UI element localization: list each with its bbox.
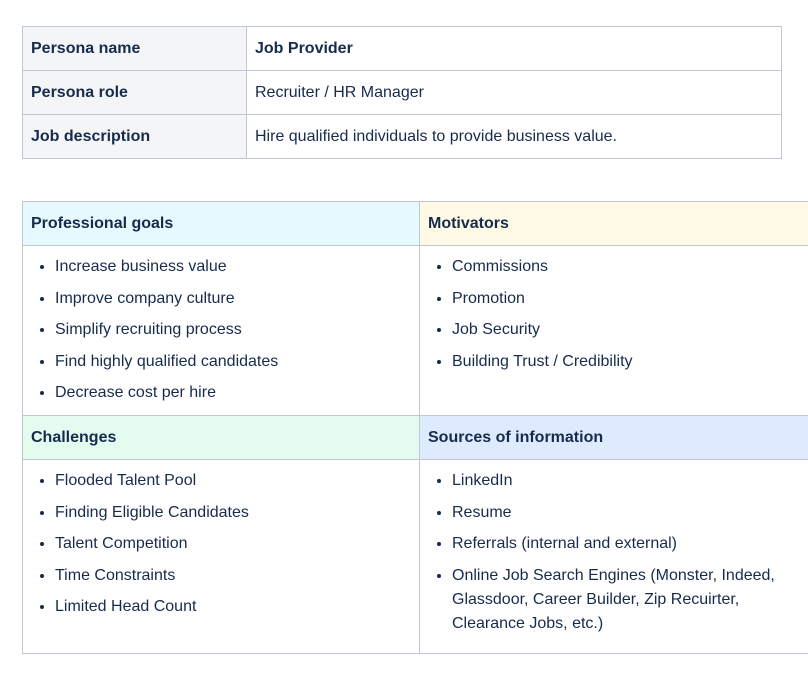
professional-goals-header: Professional goals	[23, 202, 420, 246]
persona-role-row	[23, 71, 782, 115]
list-item: • Resume	[452, 501, 808, 525]
list-item: • Promotion	[452, 287, 808, 311]
challenges-list	[23, 460, 419, 629]
list-item: • Increase business value	[55, 255, 411, 279]
list-item: • Find highly qualified candidates	[55, 350, 411, 374]
sources-list	[420, 460, 808, 653]
list-item: • Job Security	[452, 318, 808, 342]
list-item: • Decrease cost per hire	[55, 381, 411, 405]
list-item: • Commissions	[452, 255, 808, 279]
header-row-bottom	[23, 416, 808, 460]
list-item: • Online Job Search Engines (Monster, Indeed, Glassdoor, Career Builder, Zip Recuirter, Clearance Jobs, etc.)	[452, 564, 808, 636]
professional-goals-list	[23, 246, 419, 415]
sources-header: Sources of information	[420, 416, 808, 460]
job-description-value: Hire qualified individuals to provide business value.	[247, 115, 782, 159]
list-item: • Finding Eligible Candidates	[55, 501, 411, 525]
motivators-list	[420, 246, 808, 384]
content-row-top	[23, 246, 808, 416]
header-row-top	[23, 202, 808, 246]
motivators-header: Motivators	[420, 202, 808, 246]
list-item: • Referrals (internal and external)	[452, 532, 808, 556]
job-description-label: Job description	[23, 115, 247, 159]
content-row-bottom	[23, 460, 808, 654]
list-item: • Flooded Talent Pool	[55, 469, 411, 493]
persona-role-value: Recruiter / HR Manager	[247, 71, 782, 115]
motivators-cell	[420, 246, 808, 416]
list-item: • LinkedIn	[452, 469, 808, 493]
persona-name-value: Job Provider	[247, 27, 782, 71]
list-item: • Improve company culture	[55, 287, 411, 311]
challenges-header: Challenges	[23, 416, 420, 460]
list-item: • Talent Competition	[55, 532, 411, 556]
list-item: • Time Constraints	[55, 564, 411, 588]
persona-info-table	[22, 26, 782, 159]
list-item: • Building Trust / Credibility	[452, 350, 808, 374]
persona-name-label: Persona name	[23, 27, 247, 71]
sources-cell	[420, 460, 808, 654]
challenges-cell	[23, 460, 420, 654]
job-description-row	[23, 115, 782, 159]
persona-goals-table	[22, 201, 808, 654]
professional-goals-cell	[23, 246, 420, 416]
persona-role-label: Persona role	[23, 71, 247, 115]
list-item: • Simplify recruiting process	[55, 318, 411, 342]
list-item: • Limited Head Count	[55, 595, 411, 619]
persona-name-row	[23, 27, 782, 71]
